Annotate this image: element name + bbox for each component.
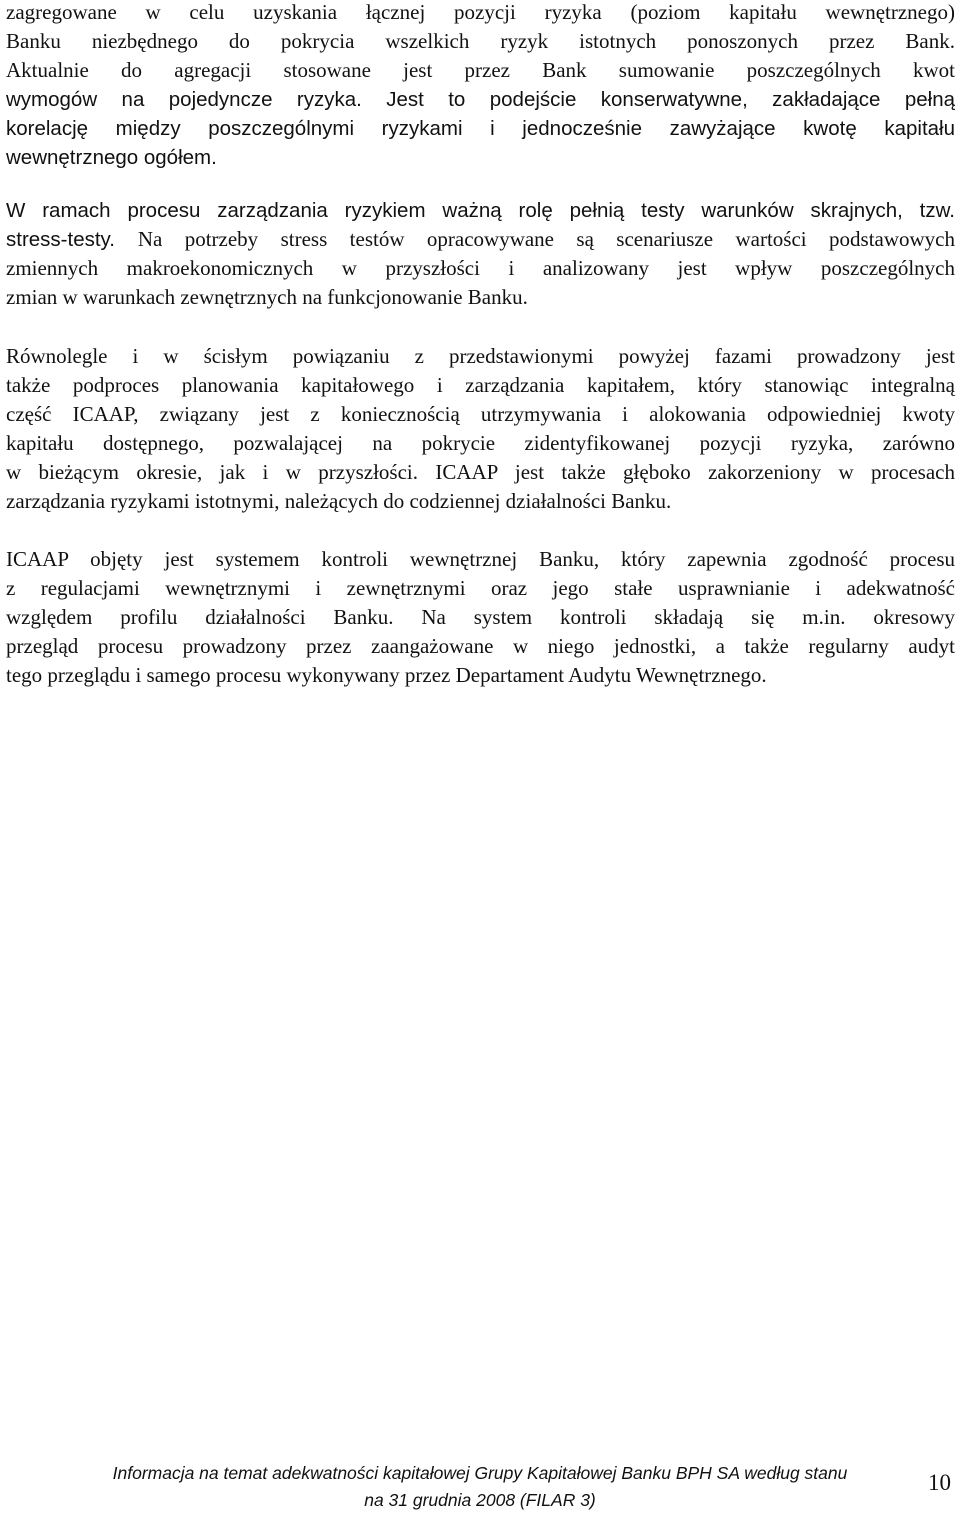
- text-line: [6, 661, 955, 690]
- text-segment: Równolegle i w ścisłym powiązaniu z przedstawionymi powyżej fazami prowadzony jest: [6, 344, 955, 368]
- paragraph-3: [6, 342, 955, 516]
- text-line: [6, 429, 955, 458]
- text-segment: wewnętrznego ogółem.: [6, 146, 217, 169]
- text-segment: Banku niezbędnego do pokrycia wszelkich ryzyk istotnych ponoszonych przez Bank.: [6, 29, 955, 53]
- text-line: [6, 632, 955, 661]
- text-segment: kapitału dostępnego, pozwalającej na pokrycie zidentyfikowanej pozycji ryzyka, zarówno: [6, 431, 955, 455]
- text-line: [6, 196, 955, 225]
- text-line: [6, 603, 955, 632]
- text-line: [6, 143, 955, 172]
- text-line: [6, 0, 955, 27]
- paragraph-4: [6, 545, 955, 690]
- paragraph-2: [6, 196, 955, 312]
- text-segment: w bieżącym okresie, jak i w przyszłości. ICAAP jest także głęboko zakorzeniony w procesach: [6, 460, 955, 484]
- text-line: [6, 254, 955, 283]
- text-line: [6, 342, 955, 371]
- footer-title-line-1: Informacja na temat adekwatności kapitałowej Grupy Kapitałowej Banku BPH SA według stanu: [112, 1463, 848, 1483]
- text-segment: Jest to podejście konserwatywne, zakładające pełną: [386, 88, 956, 111]
- text-segment: zmian w warunkach zewnętrznych na funkcjonowanie Banku.: [6, 285, 528, 309]
- text-segment: zagregowane w celu uzyskania łącznej pozycji ryzyka (poziom kapitału wewnętrznego): [6, 0, 955, 24]
- text-segment: Aktualnie do agregacji stosowane jest przez Bank sumowanie poszczególnych kwot: [6, 58, 955, 82]
- footer-title-line-2: na 31 grudnia 2008 (FILAR 3): [364, 1490, 596, 1510]
- text-segment: korelację między poszczególnymi ryzykami i jednocześnie zawyżające kwotę kapitału: [6, 117, 955, 140]
- text-segment: zmiennych makroekonomicznych w przyszłości i analizowany jest wpływ poszczególnych: [6, 256, 955, 280]
- text-segment: wymogów na pojedyncze ryzyka.: [6, 88, 387, 111]
- text-segment: część ICAAP, związany jest z koniecznością utrzymywania i alokowania odpowiedniej kwoty: [6, 402, 955, 426]
- paragraph-1: [6, 0, 955, 172]
- text-line: [6, 283, 955, 312]
- text-line: [6, 114, 955, 143]
- text-line: [6, 487, 955, 516]
- text-line: [6, 400, 955, 429]
- text-segment: z regulacjami wewnętrznymi i zewnętrznymi oraz jego stałe usprawnianie i adekwatność: [6, 576, 955, 600]
- text-segment: względem profilu działalności Banku. Na system kontroli składają się m.in. okresowy: [6, 605, 955, 629]
- text-segment: zarządzania ryzykami istotnymi, należących do codziennej działalności Banku.: [6, 489, 672, 513]
- text-segment: stress-testy.: [6, 228, 138, 251]
- text-line: [6, 458, 955, 487]
- text-line: [6, 371, 955, 400]
- text-line: [6, 574, 955, 603]
- text-line: [6, 56, 955, 85]
- text-segment: ICAAP objęty jest systemem kontroli wewnętrznej Banku, który zapewnia zgodność procesu: [6, 547, 955, 571]
- text-line: [6, 85, 955, 114]
- text-segment: Na potrzeby stress testów opracowywane są scenariusze wartości podstawowych: [137, 227, 955, 251]
- page-number: 10: [928, 1470, 951, 1495]
- text-segment: także podproces planowania kapitałowego i zarządzania kapitałem, który stanowiąc integralną: [6, 373, 955, 397]
- text-line: [6, 27, 955, 56]
- text-line: [6, 225, 955, 254]
- text-segment: tego przeglądu i samego procesu wykonywany przez Departament Audytu Wewnętrznego.: [6, 663, 767, 687]
- text-segment: W ramach procesu zarządzania ryzykiem ważną rolę pełnią testy warunków skrajnych, tzw.: [6, 199, 955, 222]
- page-footer: [70, 1460, 890, 1514]
- text-line: [6, 545, 955, 574]
- text-segment: przegląd procesu prowadzony przez zaangażowane w niego jednostki, a także regularny audyt: [6, 634, 955, 658]
